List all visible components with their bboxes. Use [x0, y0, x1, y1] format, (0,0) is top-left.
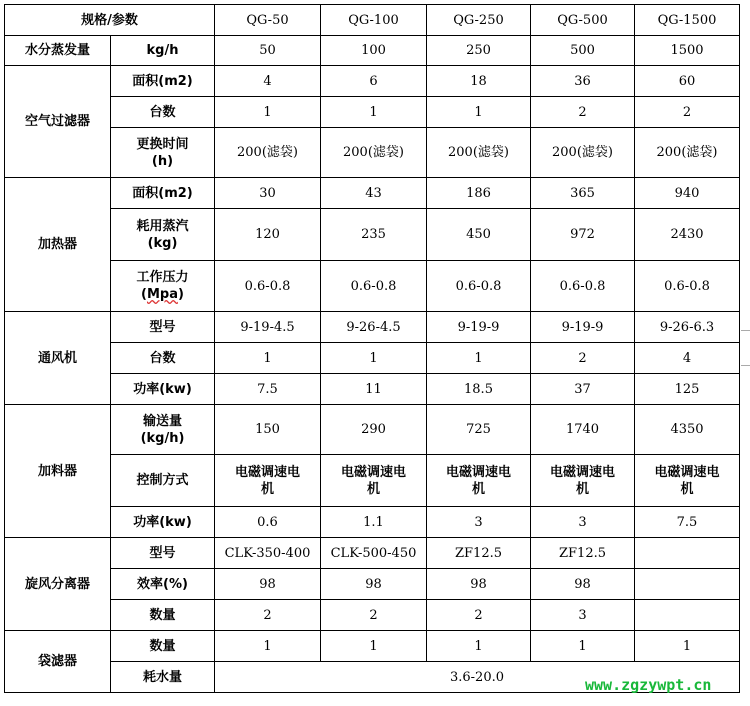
value-cell: 2430: [635, 209, 740, 261]
param-label-line1: 更换时间: [136, 136, 189, 152]
param-label: [111, 209, 215, 261]
evap-unit: kg/h: [111, 36, 215, 66]
value-cell: 365: [531, 178, 635, 209]
header-corner: 规格/参数: [5, 5, 215, 36]
model-header: QG-500: [531, 5, 635, 36]
value-cell: 972: [531, 209, 635, 261]
value-cell: 1500: [635, 36, 740, 66]
value-cell: 186: [427, 178, 531, 209]
value-cell: 290: [321, 405, 427, 455]
paren-open: (: [141, 287, 147, 302]
value-cell: 3: [531, 600, 635, 631]
value-cell: 1740: [531, 405, 635, 455]
value-cell: [635, 569, 740, 600]
value-cell: 1: [635, 631, 740, 662]
control-line2: 机: [680, 481, 694, 497]
value-cell: 1: [215, 343, 321, 374]
unit-mpa: Mpa: [146, 287, 178, 302]
param-label: 台数: [111, 97, 215, 128]
value-cell: [427, 455, 531, 507]
value-cell: CLK-350-400: [215, 538, 321, 569]
param-label-line2: (kg): [147, 235, 178, 251]
value-cell: 100: [321, 36, 427, 66]
fan-model-row: [5, 312, 740, 343]
value-cell: 0.6-0.8: [215, 261, 321, 312]
param-label: 数量: [111, 631, 215, 662]
param-label: 面积(m2): [111, 178, 215, 209]
value-cell: [635, 538, 740, 569]
cyclone-efficiency-row: [5, 569, 740, 600]
control-line2: 机: [366, 481, 380, 497]
value-cell: [531, 455, 635, 507]
feeder-delivery-row: [5, 405, 740, 455]
model-header: QG-100: [321, 5, 427, 36]
value-cell: [635, 600, 740, 631]
param-label: 数量: [111, 600, 215, 631]
value-cell: 9-26-6.3: [635, 312, 740, 343]
value-cell: 18.5: [427, 374, 531, 405]
param-label-line1: 输送量: [142, 413, 182, 429]
value-cell: 200(滤袋): [321, 128, 427, 178]
evap-label: 水分蒸发量: [5, 36, 111, 66]
header-row: [5, 5, 740, 36]
page-edge-mark: [741, 330, 750, 366]
cyclone-model-row: [5, 538, 740, 569]
value-cell: 30: [215, 178, 321, 209]
value-cell: 36: [531, 66, 635, 97]
value-cell: 150: [215, 405, 321, 455]
value-cell: 725: [427, 405, 531, 455]
param-label-line1: 工作压力: [136, 270, 189, 285]
value-cell: 7.5: [635, 507, 740, 538]
control-line1: 电磁调速电: [445, 464, 511, 480]
model-header: QG-250: [427, 5, 531, 36]
value-cell: 500: [531, 36, 635, 66]
value-cell: 9-19-9: [531, 312, 635, 343]
value-cell: 3: [531, 507, 635, 538]
param-label: 台数: [111, 343, 215, 374]
value-cell: 11: [321, 374, 427, 405]
value-cell: 9-26-4.5: [321, 312, 427, 343]
param-label: 型号: [111, 538, 215, 569]
control-line1: 电磁调速电: [234, 464, 300, 480]
value-cell: 4: [215, 66, 321, 97]
value-cell: 1: [531, 631, 635, 662]
value-cell: 120: [215, 209, 321, 261]
heater-label: 加热器: [5, 178, 111, 312]
value-cell: 250: [427, 36, 531, 66]
value-cell: 1.1: [321, 507, 427, 538]
control-line2: 机: [471, 481, 485, 497]
value-cell: 6: [321, 66, 427, 97]
value-cell: 98: [427, 569, 531, 600]
value-cell: 50: [215, 36, 321, 66]
water-consumption-value: 3.6-20.0: [215, 662, 740, 693]
value-cell: 0.6-0.8: [635, 261, 740, 312]
control-line2: 机: [260, 481, 274, 497]
value-cell: 0.6-0.8: [531, 261, 635, 312]
param-label: 控制方式: [111, 455, 215, 507]
airfilter-area-row: [5, 66, 740, 97]
value-cell: 9-19-9: [427, 312, 531, 343]
value-cell: 1: [427, 343, 531, 374]
param-label-line2: (h): [151, 153, 174, 169]
value-cell: ZF12.5: [427, 538, 531, 569]
value-cell: 0.6-0.8: [321, 261, 427, 312]
airfilter-count-row: [5, 97, 740, 128]
watermark: www.zgzywpt.cn: [585, 676, 712, 694]
value-cell: 2: [635, 97, 740, 128]
heater-steam-row: [5, 209, 740, 261]
param-label-line2: (kg/h): [140, 430, 185, 446]
fan-label: 通风机: [5, 312, 111, 405]
value-cell: [321, 455, 427, 507]
control-line1: 电磁调速电: [654, 464, 720, 480]
param-label: 功率(kw): [111, 374, 215, 405]
value-cell: 2: [427, 600, 531, 631]
value-cell: 98: [215, 569, 321, 600]
value-cell: 2: [321, 600, 427, 631]
value-cell: 9-19-4.5: [215, 312, 321, 343]
value-cell: 4: [635, 343, 740, 374]
value-cell: 1: [215, 97, 321, 128]
value-cell: 7.5: [215, 374, 321, 405]
evap-row: [5, 36, 740, 66]
bagfilter-label: 袋滤器: [5, 631, 111, 693]
value-cell: 200(滤袋): [427, 128, 531, 178]
param-label: [111, 261, 215, 312]
value-cell: CLK-500-450: [321, 538, 427, 569]
value-cell: 235: [321, 209, 427, 261]
control-line2: 机: [575, 481, 589, 497]
value-cell: 125: [635, 374, 740, 405]
fan-count-row: [5, 343, 740, 374]
param-label: [111, 405, 215, 455]
value-cell: 2: [215, 600, 321, 631]
value-cell: 43: [321, 178, 427, 209]
cyclone-qty-row: [5, 600, 740, 631]
value-cell: 0.6: [215, 507, 321, 538]
value-cell: [635, 455, 740, 507]
value-cell: 1: [321, 97, 427, 128]
value-cell: 4350: [635, 405, 740, 455]
value-cell: 1: [321, 343, 427, 374]
value-cell: 98: [321, 569, 427, 600]
value-cell: 1: [427, 97, 531, 128]
value-cell: [215, 455, 321, 507]
value-cell: 940: [635, 178, 740, 209]
paren-close: ): [178, 287, 184, 302]
value-cell: 200(滤袋): [531, 128, 635, 178]
param-label: 面积(m2): [111, 66, 215, 97]
airfilter-label: 空气过滤器: [5, 66, 111, 178]
heater-area-row: [5, 178, 740, 209]
model-header: QG-50: [215, 5, 321, 36]
value-cell: 98: [531, 569, 635, 600]
value-cell: 18: [427, 66, 531, 97]
value-cell: ZF12.5: [531, 538, 635, 569]
airfilter-change-row: [5, 128, 740, 178]
param-label: 功率(kw): [111, 507, 215, 538]
value-cell: 1: [321, 631, 427, 662]
fan-power-row: [5, 374, 740, 405]
param-label-line1: 耗用蒸汽: [136, 218, 189, 234]
value-cell: 37: [531, 374, 635, 405]
value-cell: 450: [427, 209, 531, 261]
feeder-power-row: [5, 507, 740, 538]
value-cell: 60: [635, 66, 740, 97]
cyclone-label: 旋风分离器: [5, 538, 111, 631]
value-cell: 0.6-0.8: [427, 261, 531, 312]
value-cell: 200(滤袋): [215, 128, 321, 178]
bagfilter-qty-row: [5, 631, 740, 662]
value-cell: 2: [531, 97, 635, 128]
feeder-control-row: [5, 455, 740, 507]
model-header: QG-1500: [635, 5, 740, 36]
param-label: 耗水量: [111, 662, 215, 693]
feeder-label: 加料器: [5, 405, 111, 538]
param-label: 效率(%): [111, 569, 215, 600]
value-cell: 1: [215, 631, 321, 662]
value-cell: 1: [427, 631, 531, 662]
value-cell: 200(滤袋): [635, 128, 740, 178]
control-line1: 电磁调速电: [340, 464, 406, 480]
spec-table: [4, 4, 740, 693]
control-line1: 电磁调速电: [549, 464, 615, 480]
value-cell: 3: [427, 507, 531, 538]
param-label: 型号: [111, 312, 215, 343]
param-label: [111, 128, 215, 178]
value-cell: 2: [531, 343, 635, 374]
heater-pressure-row: [5, 261, 740, 312]
